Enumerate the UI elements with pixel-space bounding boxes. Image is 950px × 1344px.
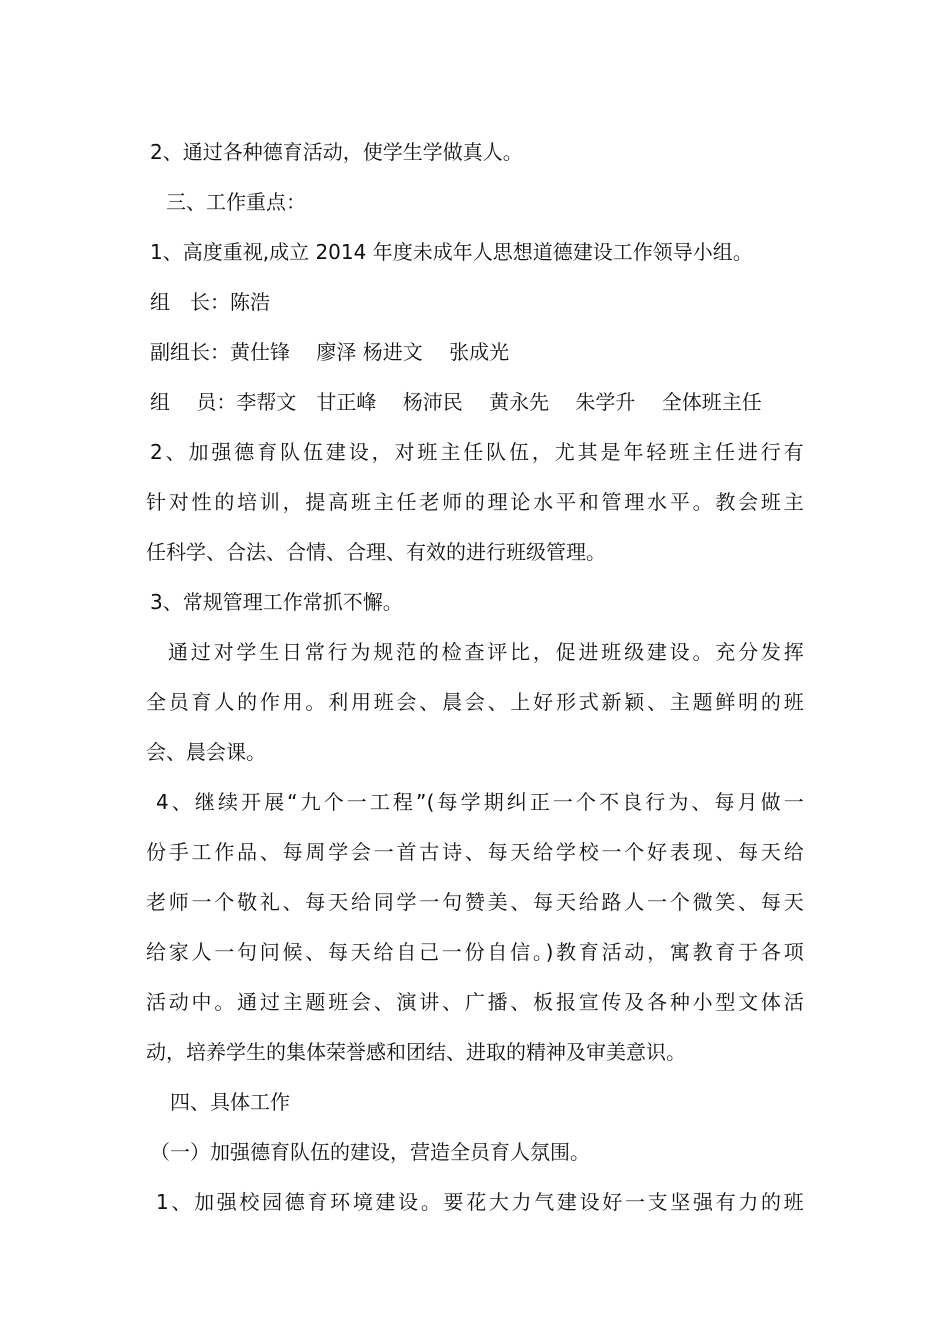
text-line: 会、晨会课。 [146,740,266,764]
text-line: 组 长：陈浩 [150,290,270,314]
text-line: 3、常规管理工作常抓不懈。 [150,590,403,614]
text-line: 动，培养学生的集体荣誉感和团结、进取的精神及审美意识。 [146,1040,686,1064]
text-line: 份手工作品、每周学会一首古诗、每天给学校一个好表现、每天给 [146,840,804,864]
section-heading: 四、具体工作 [170,1090,290,1114]
text-line: 针对性的培训，提高班主任老师的理论水平和管理水平。教会班主 [146,490,804,514]
text-line: 活动中。通过主题班会、演讲、广播、板报宣传及各种小型文体活 [146,990,804,1014]
section-heading: 三、工作重点： [166,190,306,214]
text-line: 通过对学生日常行为规范的检查评比，促进班级建设。充分发挥 [168,640,804,664]
text-line: 4、继续开展“九个一工程”(每学期纠正一个不良行为、每月做一 [156,790,804,814]
text-line: 2、加强德育队伍建设，对班主任队伍，尤其是年轻班主任进行有 [150,440,804,464]
text-line: 1、高度重视,成立 2014 年度未成年人思想道德建设工作领导小组。 [150,240,753,264]
text-line: 2、通过各种德育活动，使学生学做真人。 [150,140,523,164]
text-line: 给家人一句问候、每天给自己一份自信。)教育活动，寓教育于各项 [146,940,804,964]
text-line: 老师一个敬礼、每天给同学一句赞美、每天给路人一个微笑、每天 [146,890,804,914]
text-line: 1、加强校园德育环境建设。要花大力气建设好一支坚强有力的班 [156,1190,804,1214]
text-line: 组 员：李帮文 甘正峰 杨沛民 黄永先 朱学升 全体班主任 [150,390,762,414]
text-line: 副组长：黄仕锋 廖泽 杨进文 张成光 [150,340,510,364]
subsection-heading: （一）加强德育队伍的建设，营造全员育人氛围。 [150,1140,590,1164]
text-line: 全员育人的作用。利用班会、晨会、上好形式新颖、主题鲜明的班 [146,690,804,714]
text-line: 任科学、合法、合情、合理、有效的进行班级管理。 [146,540,606,564]
